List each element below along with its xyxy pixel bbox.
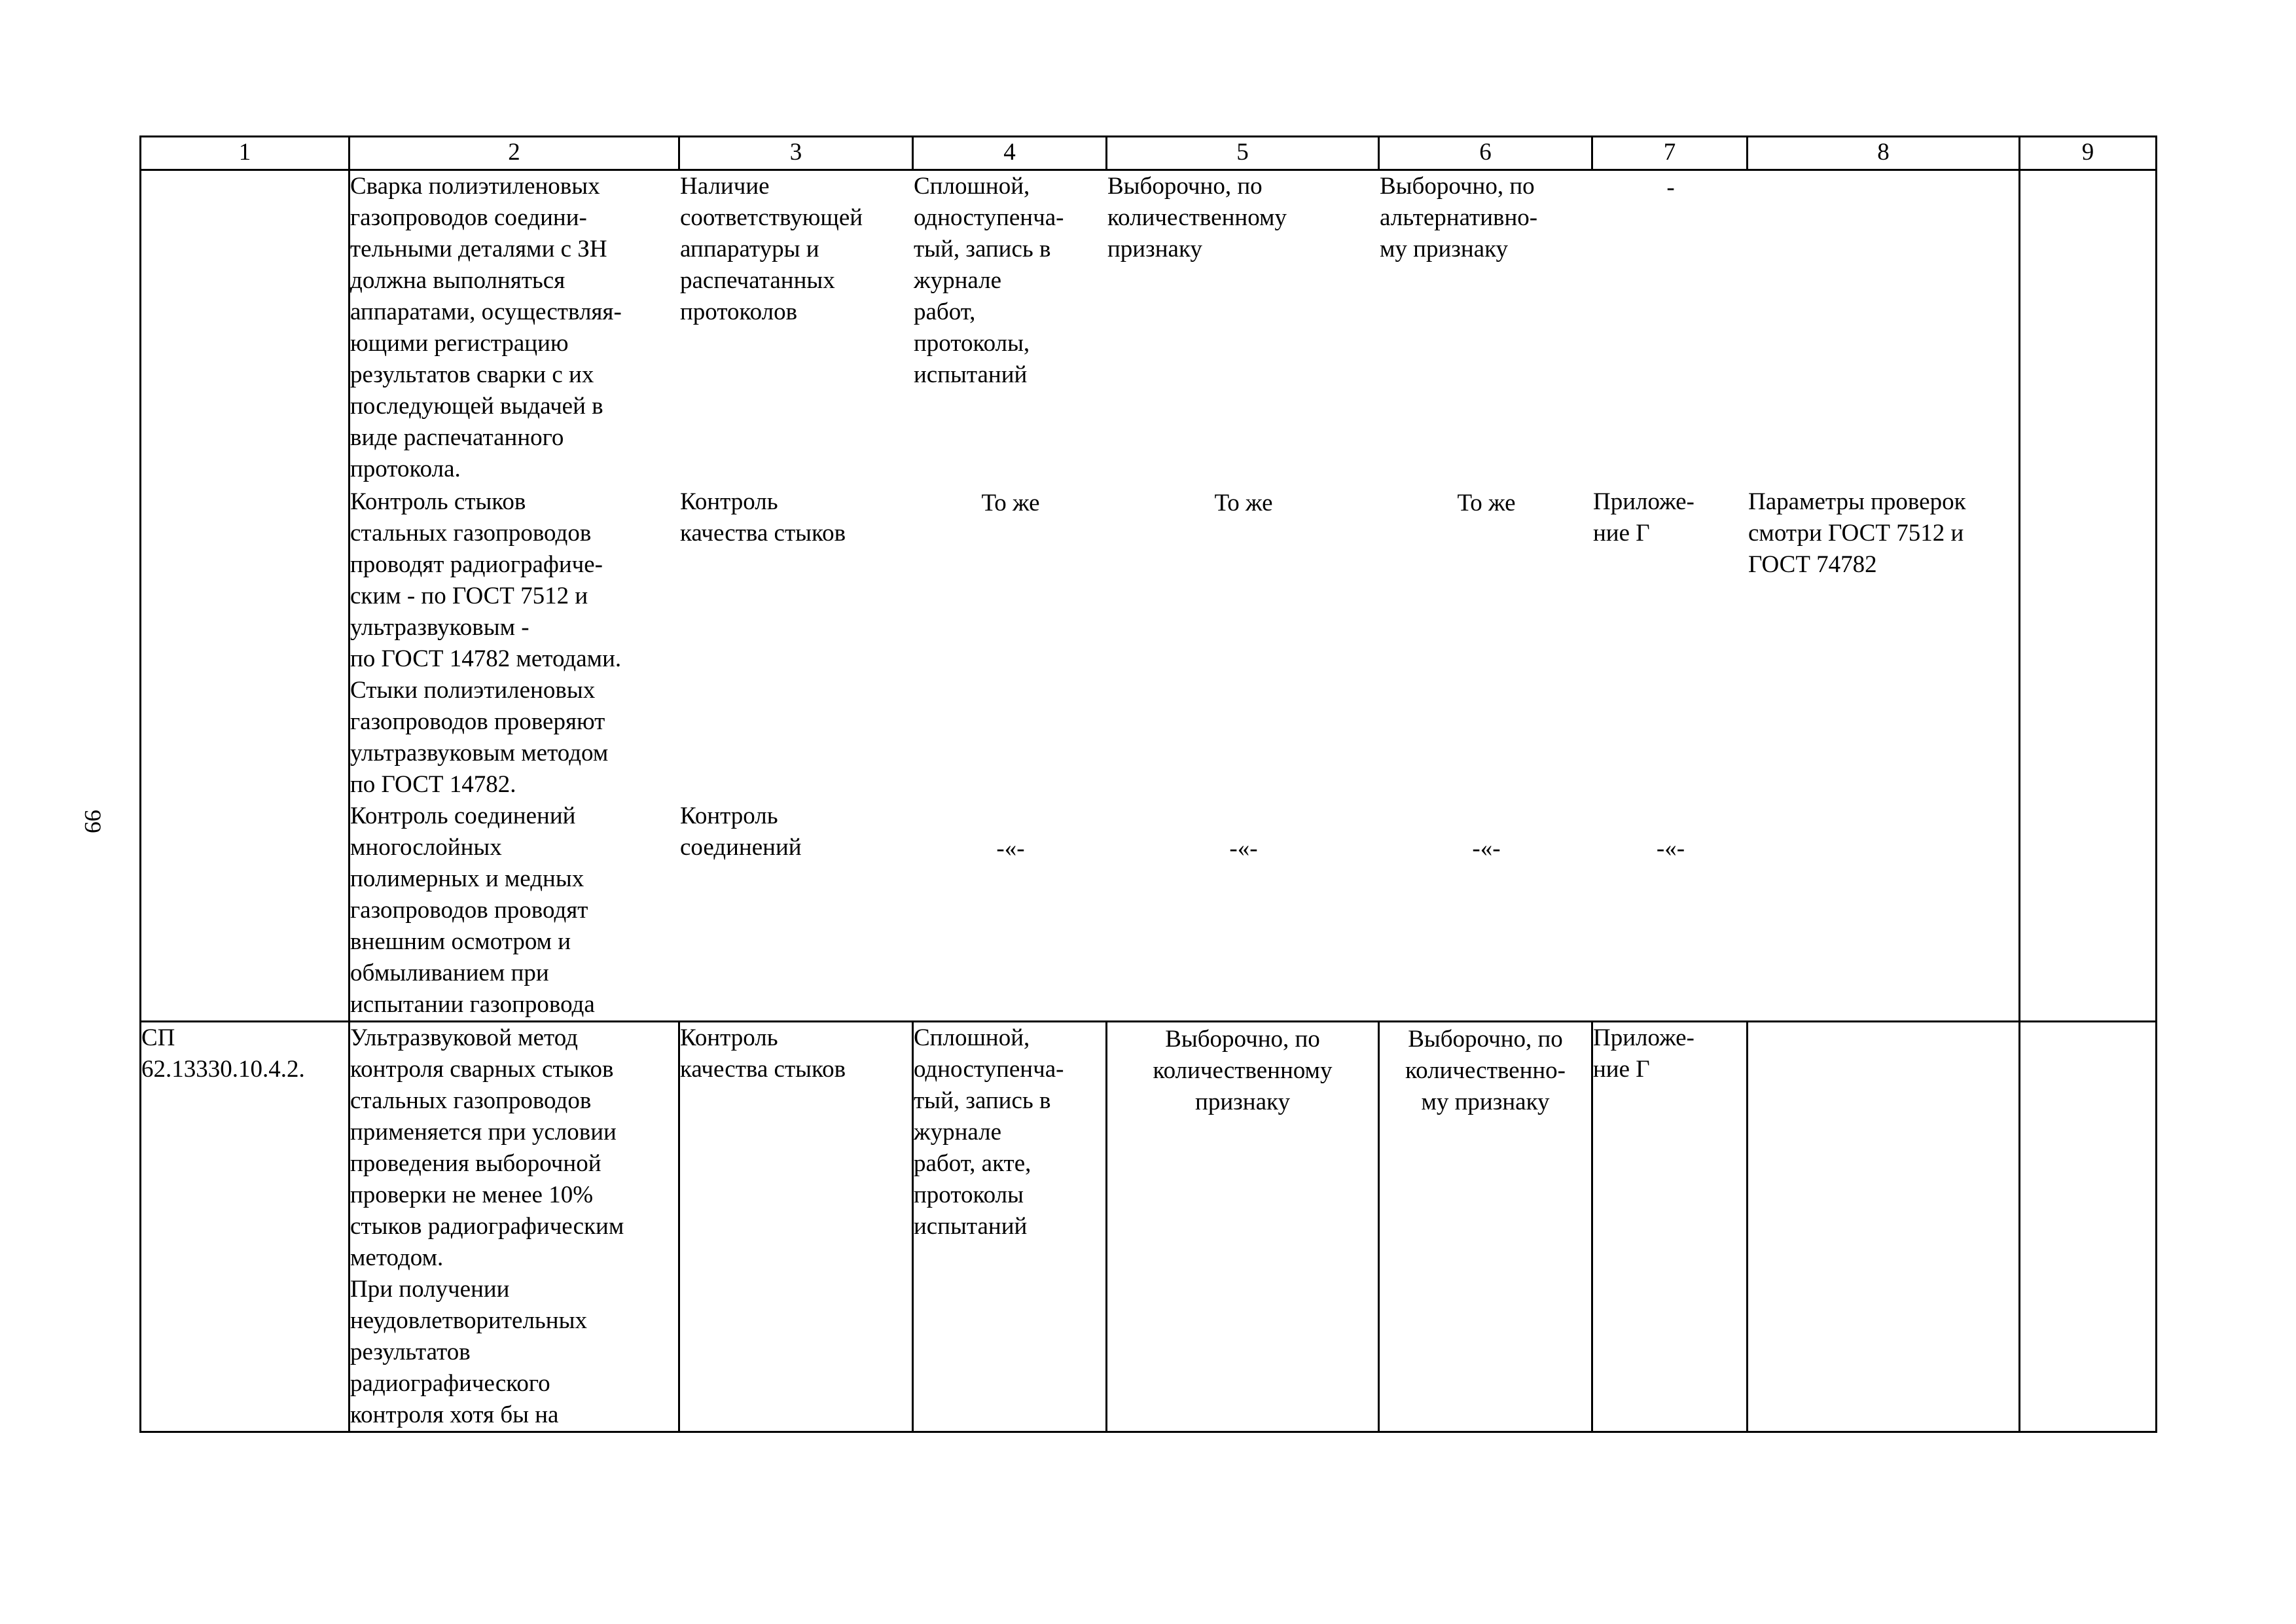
sub3-col2: Контроль соединений многослойных полимерных и медных газопроводов проводят внешним осмотром и обмыливанием при испытании газопровода xyxy=(350,803,595,1018)
sub3-col6: -«- xyxy=(1472,835,1501,862)
sub3-col8 xyxy=(1748,801,2020,1020)
row2-col1: СП 62.13330.10.4.2. xyxy=(141,1022,350,1432)
header-cell-6: 6 xyxy=(1379,137,1592,170)
sub2-col8: Параметры проверок смотри ГОСТ 7512 и ГОСТ 74782 xyxy=(1748,488,1966,578)
header-row xyxy=(141,137,2157,170)
row2-col4: Сплошной, одноступенча- тый, запись в журнале работ, акте, протоколы испытаний xyxy=(913,1022,1107,1432)
table-row xyxy=(141,1022,2157,1432)
row2-col3: Контроль качества стыков xyxy=(679,1022,913,1432)
row2-col5: Выборочно, по количественному признаку xyxy=(1107,1022,1379,1432)
sub3-col5: -«- xyxy=(1229,835,1258,862)
sub1-col8 xyxy=(1748,171,2020,486)
table-row xyxy=(141,170,2157,1022)
sub1-col2: Сварка полиэтиленовых газопроводов соедини- тельными деталями с ЗН должна выполняться аппаратами, осуществляя- ющими регистрацию результатов сварки с их последующей выдачей в виде распечатанного протокола. xyxy=(350,173,622,482)
sub1-col7: - xyxy=(1666,174,1675,201)
sub3-col4: -«- xyxy=(996,835,1025,862)
row1-subtable xyxy=(350,171,2020,1020)
row2-col9 xyxy=(2020,1022,2157,1432)
sub1-col3: Наличие соответствующей аппаратуры и распечатанных протоколов xyxy=(680,173,863,325)
sub-row-1 xyxy=(350,171,2020,486)
row1-col9 xyxy=(2020,170,2157,1022)
row2-col2: Ультразвуковой метод контроля сварных стыков стальных газопроводов применяется при условии проведения выборочной проверки не менее 10% стыков радиографическим методом. При получении неудовлетворительных результатов радиографического контроля хотя бы на xyxy=(350,1022,679,1432)
header-cell-3: 3 xyxy=(679,137,913,170)
header-cell-9: 9 xyxy=(2020,137,2157,170)
header-cell-5: 5 xyxy=(1107,137,1379,170)
sub1-col4: Сплошной, одноступенча- тый, запись в журнале работ, протоколы, испытаний xyxy=(914,173,1064,388)
sub1-col5: Выборочно, по количественному признаку xyxy=(1107,173,1287,262)
sub2-col6: То же xyxy=(1457,490,1516,516)
header-cell-8: 8 xyxy=(1748,137,2020,170)
row2-col8 xyxy=(1748,1022,2020,1432)
sub2-col7: Приложе- ние Г xyxy=(1593,488,1695,547)
sub2-col4: То же xyxy=(981,490,1040,516)
sub-row-3 xyxy=(350,801,2020,1020)
sub-row-2 xyxy=(350,486,2020,801)
header-cell-4: 4 xyxy=(913,137,1107,170)
header-cell-1: 1 xyxy=(141,137,350,170)
sub2-col5: То же xyxy=(1214,490,1273,516)
row2-col7: Приложе- ние Г xyxy=(1592,1022,1748,1432)
sub2-col2: Контроль стыков стальных газопроводов проводят радиографиче- ским - по ГОСТ 7512 и ультразвуковым - по ГОСТ 14782 методами. Стыки полиэтиленовых газопроводов проверяют ультразвуковым методом по ГОСТ 14782. xyxy=(350,488,622,798)
header-cell-2: 2 xyxy=(350,137,679,170)
sub2-col3: Контроль качества стыков xyxy=(680,488,846,547)
row1-merged xyxy=(350,170,2020,1022)
sub3-col3: Контроль соединений xyxy=(680,803,802,861)
sub3-col7: -«- xyxy=(1656,835,1685,862)
control-table xyxy=(139,135,2157,1433)
row1-col1 xyxy=(141,170,350,1022)
sub1-col6: Выборочно, по альтернативно- му признаку xyxy=(1380,173,1538,262)
page-number: 99 xyxy=(80,810,106,833)
header-cell-7: 7 xyxy=(1592,137,1748,170)
row2-col6: Выборочно, по количественно- му признаку xyxy=(1379,1022,1592,1432)
